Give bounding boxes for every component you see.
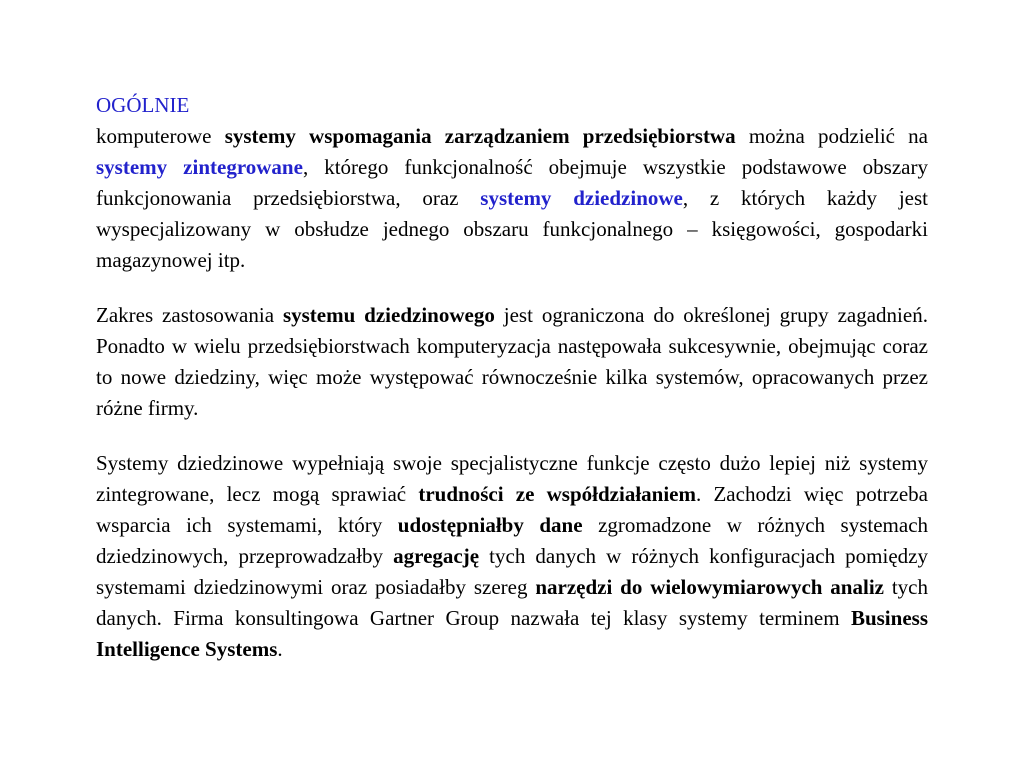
text-run: Systemy dziedzinowe wypełniają swoje specjalistyczne funkcje często dużo lepiej niż systemy zintegrowane, lecz mogą sprawiać [96,451,928,506]
text-run: , z których każdy jest wyspecjalizowany w obsłudze jednego obszaru funkcjonalnego – księgowości, gospodarki magazynowej itp. [96,186,928,272]
bold-term: systemu dziedzinowego [282,303,495,327]
paragraph-1 [96,121,928,276]
section-heading: OGÓLNIE [96,93,190,117]
highlighted-term: systemy dziedzinowe [480,186,683,210]
bold-term: agregację [393,544,480,568]
text-run: . Zachodzi więc potrzeba wsparcia ich systemami, który [96,482,928,537]
text-run: tych danych w różnych konfiguracjach pomiędzy systemami dziedzinowymi oraz posiadałby szereg [96,544,928,599]
bold-term: udostępniałby dane [397,513,583,537]
paragraph-3 [96,448,928,665]
text-run: tych danych. Firma konsultingowa Gartner Group nazwała tej klasy systemy terminem [96,575,928,630]
highlighted-term: systemy zintegrowane [96,155,303,179]
text-run: Zakres zastosowania [96,303,283,327]
text-run: zgromadzone w różnych systemach dziedzinowych, przeprowadzałby [96,513,929,568]
paragraph-2 [96,300,928,424]
bold-term: trudności ze współdziałaniem [418,482,696,506]
bold-term: narzędzi do wielowymiarowych analiz [535,575,884,599]
bold-term: Business Intelligence Systems [96,606,928,661]
bold-term: systemy wspomagania zarządzaniem przedsiębiorstwa [224,124,736,148]
text-run: , którego funkcjonalność obejmuje wszystkie podstawowe obszary funkcjonowania przedsiębiorstwa, oraz [96,155,928,210]
text-run: . [277,637,283,661]
text-run: komputerowe [96,124,225,148]
slide-content [96,90,928,689]
text-run: można podzielić na [735,124,929,148]
text-run: jest ograniczona do określonej grupy zagadnień. Ponadto w wielu przedsiębiorstwach komputeryzacja następowała sukcesywnie, obejmując coraz to nowe dziedziny, więc może występować równocześnie kilka systemów, opracowanych przez różne firmy. [96,303,928,420]
